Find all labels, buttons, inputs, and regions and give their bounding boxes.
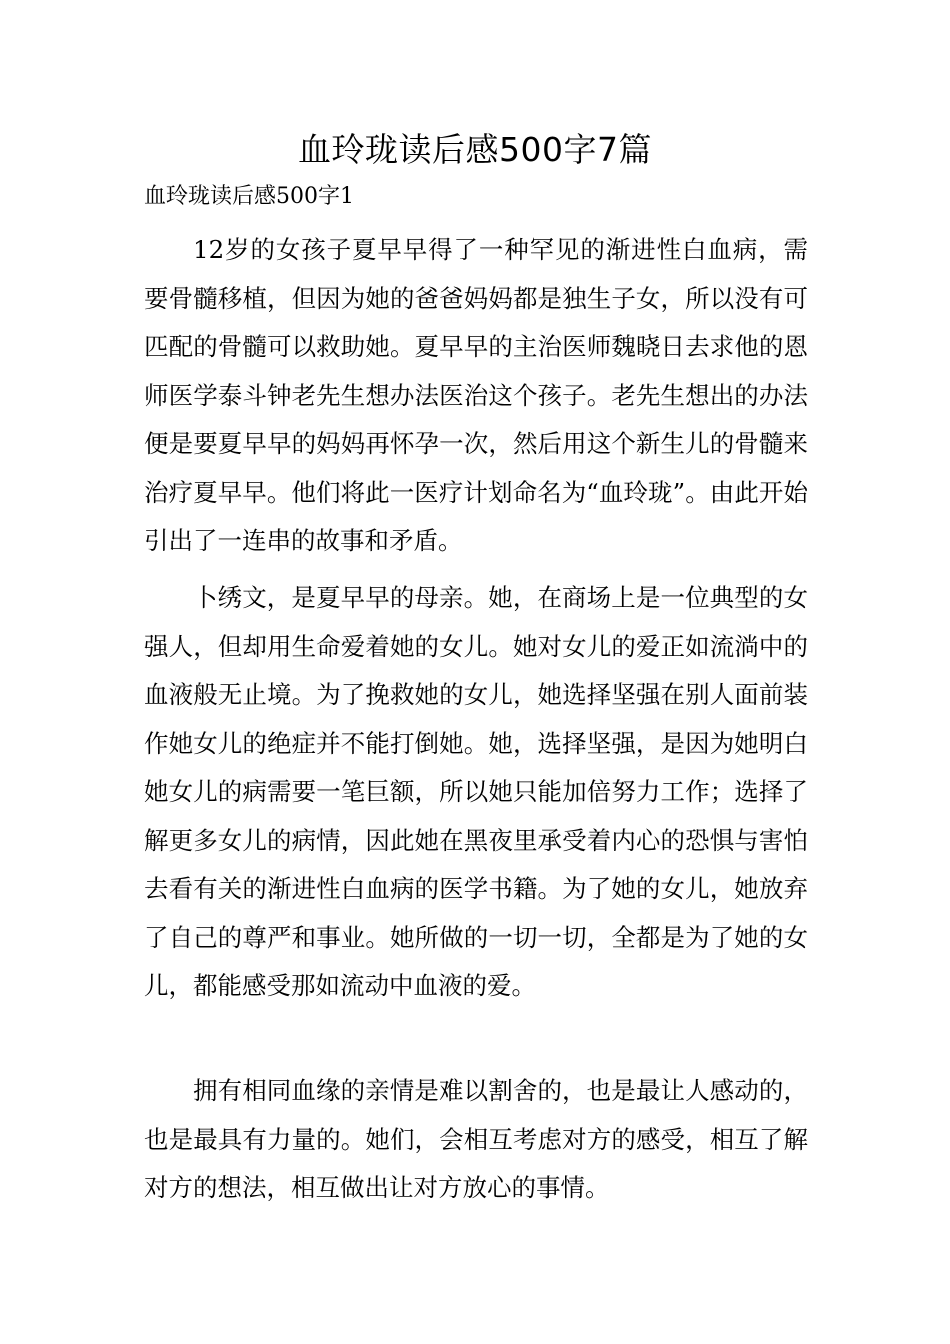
paragraph-1: 12岁的女孩子夏早早得了一种罕见的渐进性白血病，需要骨髓移植，但因为她的爸爸妈妈都是独生子女，所以没有可匹配的骨髓可以救助她。夏早早的主治医师魏晓日去求他的恩师医学泰斗钟老先生想办法医治这个孩子。老先生想出的办法便是要夏早早的妈妈再怀孕一次，然后用这个新生儿的骨髓来治疗夏早早。他们将此一医疗计划命名为“血玲珑”。由此开始引出了一连串的故事和矛盾。: [144, 235, 808, 555]
document-title: 血玲珑读后感500字7篇: [298, 130, 652, 169]
paragraph-2: 卜绣文，是夏早早的母亲。她，在商场上是一位典型的女强人，但却用生命爱着她的女儿。她对女儿的爱正如流淌中的血液般无止境。为了挽救她的女儿，她选择坚强在别人面前装作她女儿的绝症并不能打倒她。她，选择坚强，是因为她明白她女儿的病需要一笔巨额，所以她只能加倍努力工作；选择了解更多女儿的病情，因此她在黑夜里承受着内心的恐惧与害怕去看有关的渐进性白血病的医学书籍。为了她的女儿，她放弃了自己的尊严和事业。她所做的一切一切，全都是为了她的女儿，都能感受那如流动中血液的爱。: [144, 583, 808, 1000]
paragraph-3: 拥有相同血缘的亲情是难以割舍的，也是最让人感动的，也是最具有力量的。她们，会相互考虑对方的感受，相互了解对方的想法，相互做出让对方放心的事情。: [144, 1076, 808, 1202]
section-heading: 血玲珑读后感500字1: [144, 184, 354, 209]
